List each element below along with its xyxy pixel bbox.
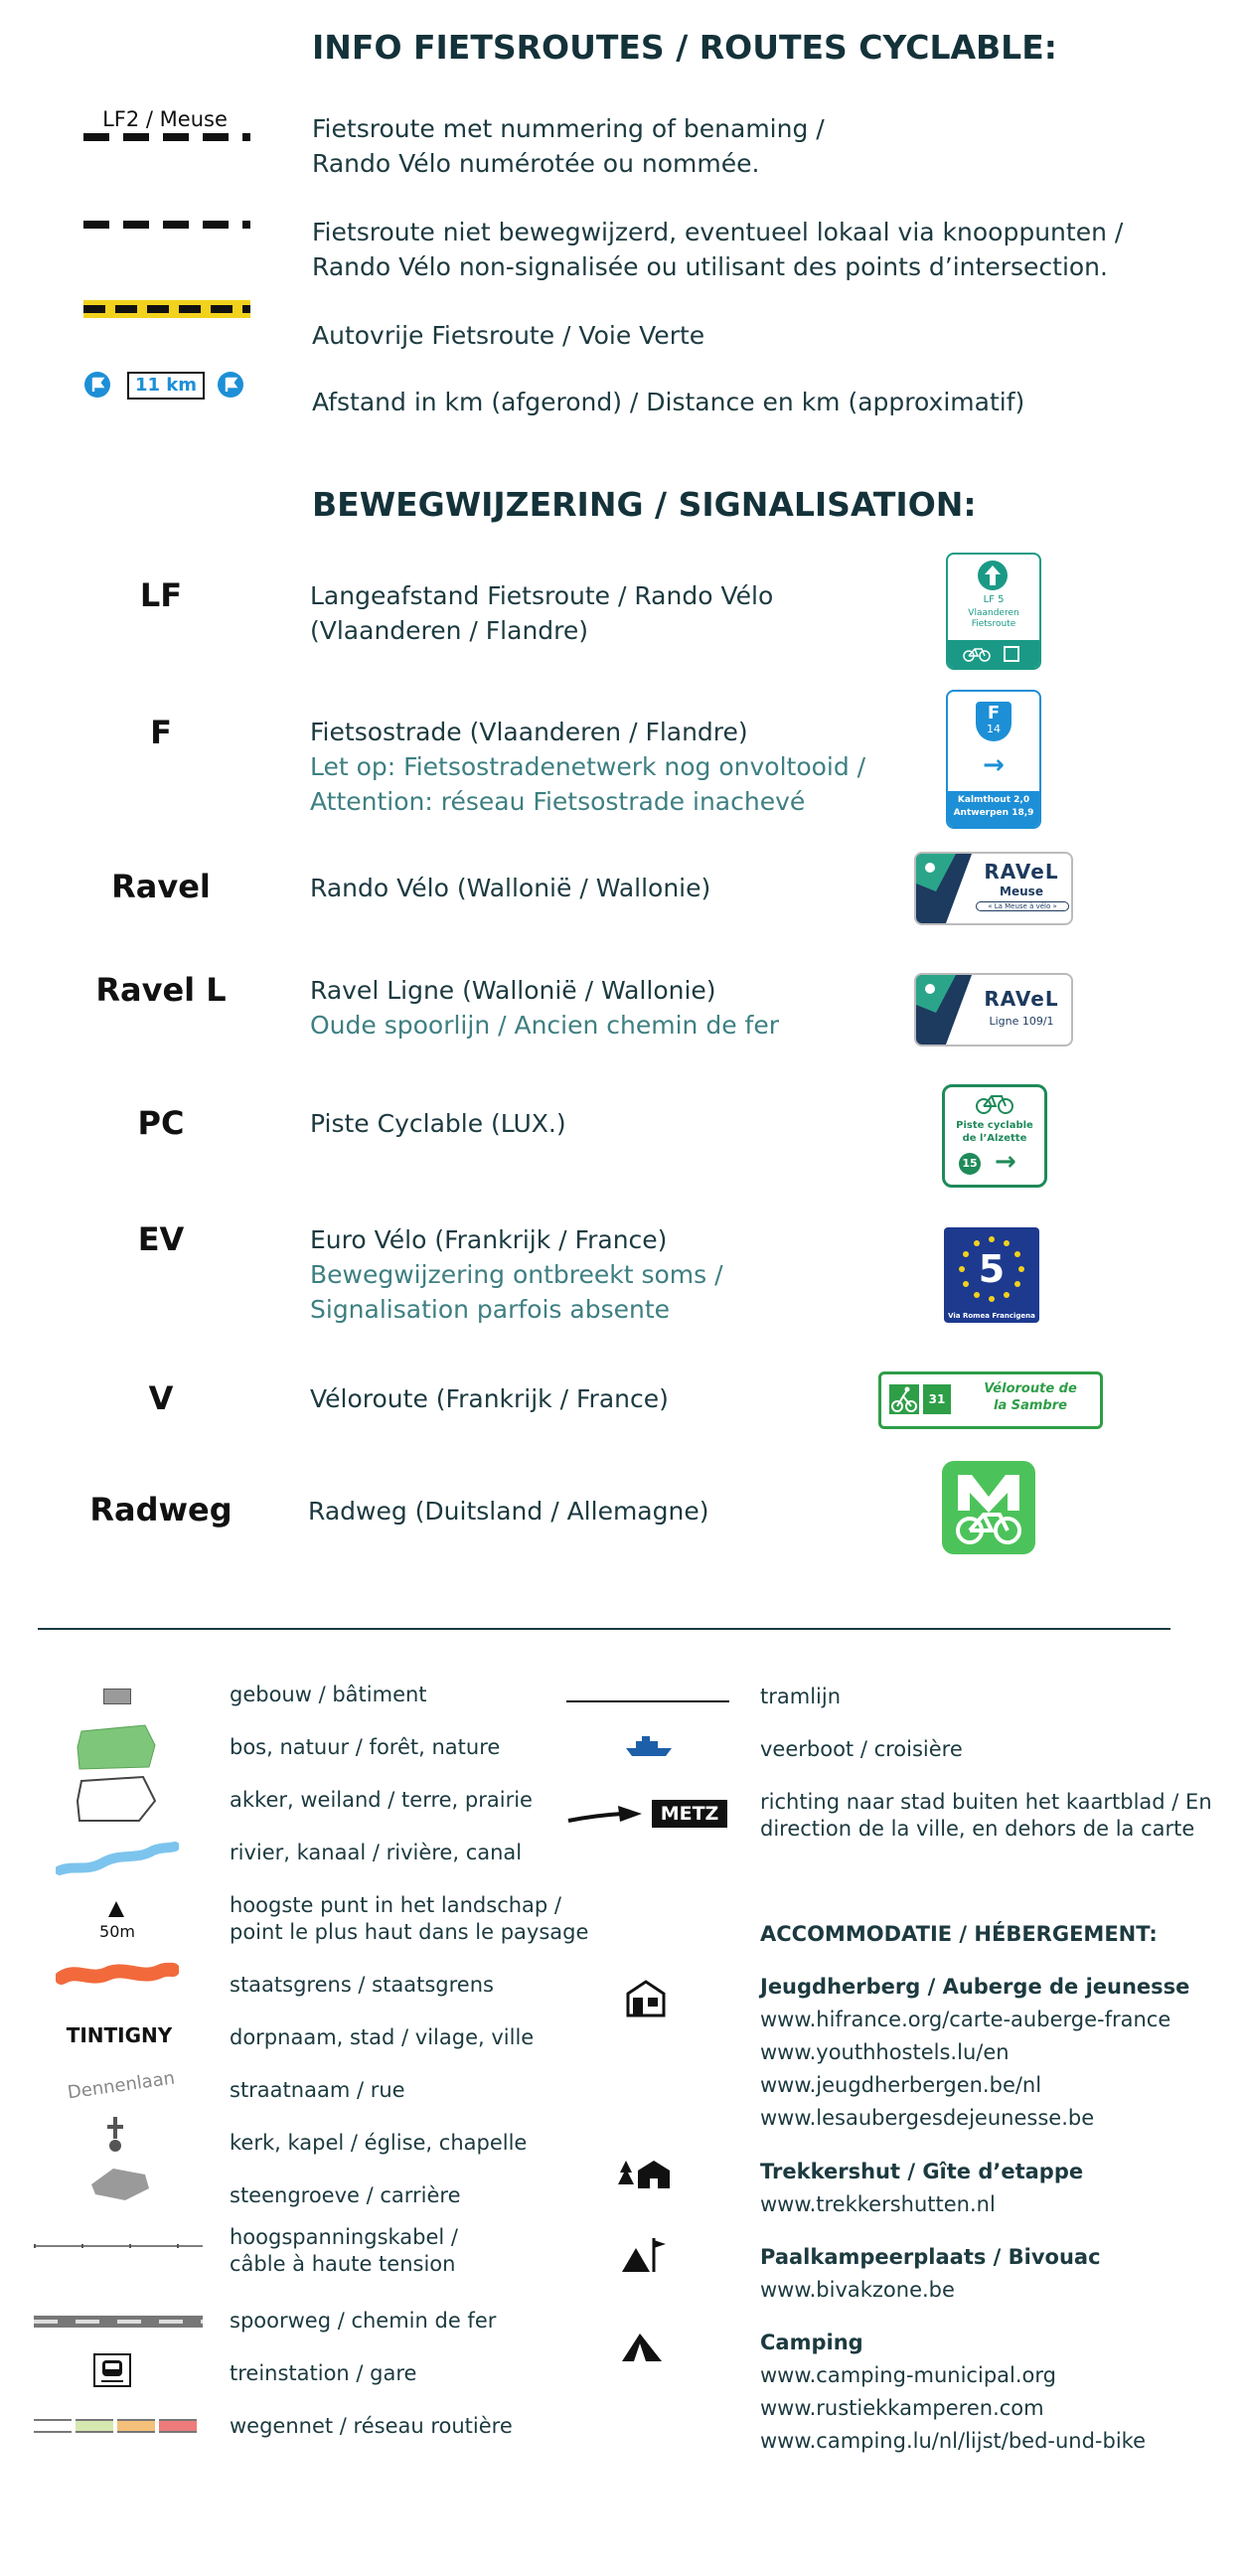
- train-station-icon: [93, 2353, 131, 2387]
- info-text-2b: Rando Vélo non-signalisée ou utilisant des points d’intersection.: [312, 252, 1108, 281]
- lf-sign: [946, 553, 1041, 670]
- car-free-route-line-icon: [83, 300, 250, 318]
- legend-station: treinstation / gare: [230, 2361, 417, 2385]
- legend-tram: tramlijn: [760, 1685, 842, 1708]
- ev-sub-2: Signalisation parfois absente: [310, 1295, 671, 1324]
- church-cross-icon: [101, 2115, 129, 2155]
- ravel-l-sign: [914, 973, 1073, 1046]
- trekkers-hut-icon: [618, 2157, 672, 2192]
- bivouac-name: Paalkampeerplaats / Bivouac: [760, 2245, 1101, 2269]
- v-sign-l2: Véloroute de: [984, 1381, 1077, 1396]
- pc-bicycle-icon: [975, 1091, 1014, 1115]
- hostel-name: Jeugdherberg / Auberge de jeunesse: [760, 1975, 1190, 1999]
- building-symbol-icon: [103, 1689, 131, 1704]
- bicycle-icon: [962, 646, 992, 662]
- pc-text-1: Piste Cyclable (LUX.): [310, 1109, 566, 1138]
- info-text-4: Afstand in km (afgerond) / Distance en km (approximatif): [312, 388, 1025, 416]
- code-v: V: [148, 1379, 174, 1417]
- info-text-1b: Rando Vélo numérotée ou nommée.: [312, 149, 760, 178]
- camping-link-2[interactable]: www.rustiekkamperen.com: [760, 2396, 1044, 2420]
- lf-sign-footer: [948, 640, 1039, 668]
- hostel-link-1[interactable]: www.hifrance.org/carte-auberge-france: [760, 2008, 1171, 2031]
- code-ev: EV: [137, 1220, 185, 1258]
- f-sub-1: Let op: Fietsostradenetwerk nog onvoltooid /: [310, 752, 866, 781]
- radweg-text-1: Radweg (Duitsland / Allemagne): [308, 1497, 709, 1526]
- code-radweg: Radweg: [89, 1491, 233, 1529]
- legend-street: straatnaam / rue: [230, 2078, 405, 2102]
- pc-sign-l2: de l’Alzette: [962, 1133, 1027, 1144]
- code-ravel-l: Ravel L: [95, 971, 227, 1009]
- pc-arrow-right-icon: →: [995, 1147, 1016, 1177]
- road-main-icon: [159, 2419, 197, 2433]
- ravel-text-1: Rando Vélo (Wallonië / Wallonie): [310, 874, 711, 902]
- v-sign-l1: 31: [923, 1384, 951, 1414]
- ravel-l-text-1: Ravel Ligne (Wallonië / Wallonie): [310, 976, 716, 1005]
- lf-arrow-up-icon: [976, 559, 1010, 592]
- ev-text-1: Euro Vélo (Frankrijk / France): [310, 1225, 668, 1254]
- f-text-1: Fietsostrade (Vlaanderen / Flandre): [310, 718, 748, 746]
- legend-quarry: steengroeve / carrière: [230, 2183, 461, 2207]
- legend-power-1: hoogspanningskabel /: [230, 2225, 459, 2249]
- pc-sign-l3: 15: [959, 1153, 981, 1175]
- legend-power-2: câble à haute tension: [230, 2252, 456, 2276]
- ravel-sign-l2: Meuse: [1000, 885, 1043, 898]
- legend-building: gebouw / bâtiment: [230, 1683, 427, 1706]
- f-sub-2: Attention: réseau Fietsostrade inachevé: [310, 787, 806, 816]
- hostel-link-2[interactable]: www.youthhostels.lu/en: [760, 2040, 1010, 2064]
- lf-text-1: Langeafstand Fietsroute / Rando Vélo: [310, 581, 774, 610]
- ravel-l-sign-l1: RAVeL: [984, 987, 1059, 1011]
- ferry-boat-icon: [624, 1734, 674, 1758]
- f-sign-l1: F: [987, 703, 1001, 724]
- f-arrow-right-icon: →: [983, 750, 1005, 780]
- bivouac-link-1[interactable]: www.bivakzone.be: [760, 2278, 955, 2302]
- code-lf: LF: [139, 576, 183, 614]
- pc-sign-l1: Piste cyclable: [956, 1120, 1033, 1131]
- lf-sign-square-icon: [1004, 646, 1019, 662]
- legend-ferry: veerboot / croisière: [760, 1737, 963, 1761]
- code-f: F: [150, 714, 172, 751]
- code-pc: PC: [137, 1104, 185, 1142]
- legend-summit-1: hoogste punt in het landschap /: [230, 1893, 562, 1917]
- road-minor-icon: [34, 2419, 72, 2433]
- signage-title: BEWEGWIJZERING / SIGNALISATION:: [312, 485, 977, 524]
- radweg-logo-icon: [942, 1461, 1035, 1554]
- tram-line-icon: [566, 1700, 729, 1702]
- code-ravel: Ravel: [111, 868, 211, 905]
- field-area-icon: [76, 1775, 159, 1825]
- summit-sample: 50m: [99, 1922, 135, 1941]
- radweg-sign: [942, 1461, 1035, 1554]
- lf-sign-l1: LF 5: [983, 594, 1005, 605]
- legend-field: akker, weiland / terre, prairie: [230, 1788, 533, 1812]
- legend-direction-2: direction de la ville, en dehors de la carte: [760, 1817, 1195, 1841]
- forest-area-icon: [76, 1723, 159, 1771]
- f-sign: [946, 690, 1041, 829]
- camping-name: Camping: [760, 2331, 863, 2354]
- info-text-3: Autovrije Fietsroute / Voie Verte: [312, 321, 705, 350]
- info-title: INFO FIETSROUTES / ROUTES CYCLABLE:: [312, 28, 1057, 67]
- bivouac-icon: [618, 2234, 670, 2276]
- trekkers-link-1[interactable]: www.trekkershutten.nl: [760, 2192, 996, 2216]
- ev-sign: [944, 1227, 1039, 1323]
- accommodation-title: ACCOMMODATIE / HÉBERGEMENT:: [760, 1922, 1158, 1946]
- pc-sign: [942, 1084, 1047, 1188]
- legend-railway: spoorweg / chemin de fer: [230, 2309, 497, 2333]
- camping-tent-icon: [618, 2330, 666, 2363]
- distance-sample-box: 11 km: [127, 372, 205, 400]
- legend-direction-1: richting naar stad buiten het kaartblad / En: [760, 1790, 1212, 1814]
- legend-village: dorpnaam, stad / vilage, ville: [230, 2025, 535, 2049]
- hostel-link-4[interactable]: www.lesaubergesdejeunesse.be: [760, 2106, 1095, 2130]
- direction-arrow-icon: [566, 1803, 646, 1825]
- f-sign-footer: [948, 791, 1039, 827]
- legend-roads: wegennet / réseau routière: [230, 2414, 513, 2438]
- direction-city-sample: METZ: [652, 1800, 727, 1828]
- distance-start-flag-icon: [83, 371, 111, 399]
- street-sample: Dennenlaan: [66, 2067, 177, 2104]
- railway-line-icon: [34, 2316, 203, 2328]
- ravel-logo-icon: [916, 854, 972, 923]
- camping-link-3[interactable]: www.camping.lu/nl/lijst/bed-und-bike: [760, 2429, 1146, 2453]
- summit-triangle-icon: [107, 1900, 125, 1918]
- youth-hostel-icon: [624, 1978, 668, 2017]
- lf-sign-l2: Vlaanderen: [968, 608, 1019, 618]
- legend-summit-2: point le plus haut dans le paysage: [230, 1920, 589, 1944]
- trekkers-name: Trekkershut / Gîte d’etappe: [760, 2160, 1084, 2183]
- ravel-sign: [914, 852, 1073, 925]
- ravel-sign-l1: RAVeL: [984, 860, 1059, 884]
- camping-link-1[interactable]: www.camping-municipal.org: [760, 2363, 1056, 2387]
- road-local-icon: [76, 2419, 113, 2433]
- ravel-l-logo-icon: [916, 975, 972, 1045]
- v-cyclist-icon: [889, 1384, 919, 1414]
- ravel-l-sign-l2: Ligne 109/1: [989, 1015, 1054, 1028]
- route-sample-label: LF2 / Meuse: [102, 107, 228, 131]
- hostel-link-3[interactable]: www.jeugdherbergen.be/nl: [760, 2073, 1042, 2097]
- ev-sign-l2: Via Romea Francigena: [948, 1312, 1035, 1320]
- power-line-icon: [34, 2242, 203, 2250]
- village-sample: TINTIGNY: [66, 2023, 173, 2047]
- distance-end-flag-icon: [217, 371, 244, 399]
- unsigned-route-line-icon: [83, 219, 250, 231]
- ravel-l-sub-1: Oude spoorlijn / Ancien chemin de fer: [310, 1011, 780, 1040]
- f-sign-l4: Antwerpen 18,9: [953, 808, 1034, 818]
- legend-church: kerk, kapel / église, chapelle: [230, 2131, 528, 2155]
- lf-text-2: (Vlaanderen / Flandre): [310, 616, 589, 645]
- ev-sub-1: Bewegwijzering ontbreekt soms /: [310, 1260, 723, 1289]
- v-sign: [878, 1371, 1103, 1429]
- legend-forest: bos, natuur / forêt, nature: [230, 1735, 501, 1759]
- road-regional-icon: [117, 2419, 155, 2433]
- info-text-1a: Fietsroute met nummering of benaming /: [312, 114, 825, 143]
- f-sign-l3: Kalmthout 2,0: [957, 795, 1030, 805]
- ravel-sign-l3: « La Meuse à vélo »: [976, 901, 1069, 911]
- info-text-2a: Fietsroute niet bewegwijzerd, eventueel lokaal via knooppunten /: [312, 218, 1124, 246]
- numbered-route-line-icon: [83, 131, 250, 143]
- ev-sign-l1: 5: [978, 1247, 1006, 1291]
- river-line-icon: [56, 1841, 179, 1880]
- v-text-1: Véloroute (Frankrijk / France): [310, 1384, 669, 1413]
- quarry-area-icon: [85, 2165, 155, 2204]
- lf-sign-l3: Fietsroute: [971, 619, 1016, 629]
- f-sign-l2: 14: [987, 723, 1001, 735]
- legend-river: rivier, kanaal / rivière, canal: [230, 1841, 523, 1864]
- border-line-icon: [56, 1956, 179, 1996]
- v-sign-l3: la Sambre: [994, 1398, 1067, 1413]
- section-divider: [38, 1628, 1170, 1630]
- legend-border: staatsgrens / staatsgrens: [230, 1973, 494, 1997]
